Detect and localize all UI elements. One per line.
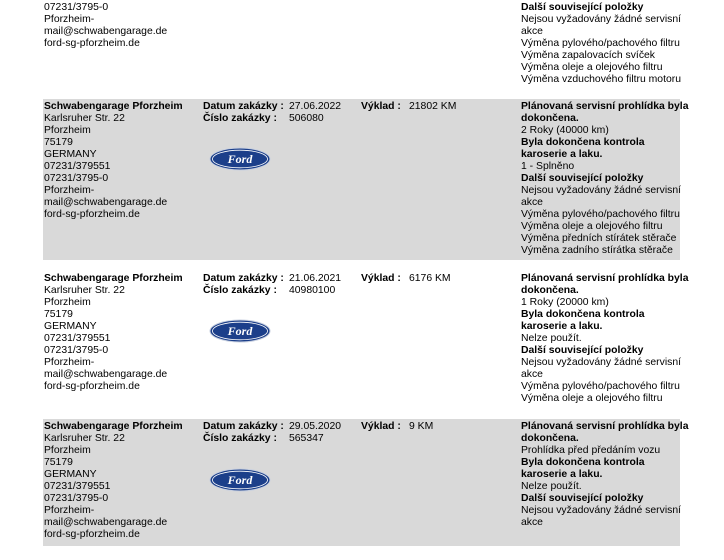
order-date-value: 29.05.2020 xyxy=(289,421,342,432)
order-info xyxy=(203,421,353,445)
detail-line: Výměna pylového/pachového filtru xyxy=(521,209,680,220)
dealer-line: GERMANY xyxy=(44,321,97,332)
detail-line: Nejsou vyžadovány žádné servisní xyxy=(521,505,681,516)
mileage-label: Výklad : xyxy=(361,421,401,432)
detail-line: karoserie a laku. xyxy=(521,149,603,160)
service-details xyxy=(521,421,689,529)
dealer-line: Pforzheim- xyxy=(44,14,95,25)
ford-logo-icon xyxy=(209,319,271,343)
detail-line: karoserie a laku. xyxy=(521,469,603,480)
dealer-line: mail@schwabengarage.de xyxy=(44,517,168,528)
detail-line: karoserie a laku. xyxy=(521,321,603,332)
detail-line: dokončena. xyxy=(521,285,579,296)
detail-line: Další související položky xyxy=(521,2,644,13)
service-details xyxy=(521,101,689,257)
detail-line: Prohlídka před předáním vozu xyxy=(521,445,661,456)
mileage-value: 9 KM xyxy=(409,421,434,432)
ford-logo-icon xyxy=(209,147,271,171)
service-record xyxy=(43,271,689,411)
detail-line: akce xyxy=(521,369,543,380)
dealer-line: ford-sg-pforzheim.de xyxy=(44,381,140,392)
dealer-line: GERMANY xyxy=(44,469,97,480)
dealer-line: Karlsruher Str. 22 xyxy=(44,113,125,124)
detail-line: Výměna vzduchového filtru motoru xyxy=(521,74,681,85)
detail-line: Nejsou vyžadovány žádné servisní xyxy=(521,185,681,196)
order-date-label: Datum zakázky : xyxy=(203,101,284,112)
detail-line: Nelze použít. xyxy=(521,333,582,344)
detail-line: dokončena. xyxy=(521,113,579,124)
dealer-line: Pforzheim- xyxy=(44,505,95,516)
service-details xyxy=(521,273,689,405)
dealer-line: 75179 xyxy=(44,137,73,148)
dealer-info xyxy=(44,101,194,221)
order-number-value: 506080 xyxy=(289,113,324,124)
detail-line: Výměna pylového/pachového filtru xyxy=(521,381,680,392)
dealer-line: 07231/379551 xyxy=(44,481,111,492)
detail-line: akce xyxy=(521,26,543,37)
dealer-line: mail@schwabengarage.de xyxy=(44,197,168,208)
service-record xyxy=(43,419,689,546)
order-date-label: Datum zakázky : xyxy=(203,421,284,432)
detail-line: Byla dokončena kontrola xyxy=(521,457,645,468)
detail-line: Výměna oleje a olejového filtru xyxy=(521,393,663,404)
dealer-line: Pforzheim- xyxy=(44,357,95,368)
record-fragment xyxy=(43,0,680,88)
ford-logo-text: Ford xyxy=(227,473,253,487)
dealer-name: Schwabengarage Pforzheim xyxy=(44,421,183,432)
detail-line: Nejsou vyžadovány žádné servisní xyxy=(521,14,681,25)
dealer-line: ford-sg-pforzheim.de xyxy=(44,38,140,49)
dealer-line: 07231/3795-0 xyxy=(44,173,109,184)
order-date-label: Datum zakázky : xyxy=(203,273,284,284)
ford-logo-text: Ford xyxy=(227,152,253,166)
dealer-line: Pforzheim- xyxy=(44,185,95,196)
dealer-line: mail@schwabengarage.de xyxy=(44,26,168,37)
order-number-value: 40980100 xyxy=(289,285,336,296)
dealer-line: Pforzheim xyxy=(44,125,91,136)
dealer-line: 07231/379551 xyxy=(44,161,111,172)
order-info xyxy=(203,273,353,297)
dealer-info xyxy=(44,421,194,541)
dealer-line: 07231/379551 xyxy=(44,333,111,344)
dealer-line: 07231/3795-0 xyxy=(44,493,109,504)
dealer-line: Karlsruher Str. 22 xyxy=(44,433,125,444)
detail-line: Výměna předních stírátek stěrače xyxy=(521,233,677,244)
service-record xyxy=(43,99,689,260)
mileage-label: Výklad : xyxy=(361,101,401,112)
dealer-line: Pforzheim xyxy=(44,297,91,308)
detail-line: 2 Roky (40000 km) xyxy=(521,125,609,136)
ford-logo-icon xyxy=(209,468,271,492)
dealer-line: 07231/3795-0 xyxy=(44,345,109,356)
order-number-label: Číslo zakázky : xyxy=(203,113,277,124)
detail-line: Plánovaná servisní prohlídka byla xyxy=(521,273,689,284)
order-date-value: 27.06.2022 xyxy=(289,101,342,112)
detail-line: Byla dokončena kontrola xyxy=(521,309,645,320)
detail-line: Nejsou vyžadovány žádné servisní xyxy=(521,357,681,368)
detail-line: Výměna oleje a olejového filtru xyxy=(521,62,663,73)
detail-line: Další související položky xyxy=(521,173,644,184)
dealer-line: Pforzheim xyxy=(44,445,91,456)
dealer-info xyxy=(44,2,194,50)
dealer-line: ford-sg-pforzheim.de xyxy=(44,209,140,220)
mileage-label: Výklad : xyxy=(361,273,401,284)
dealer-line: Karlsruher Str. 22 xyxy=(44,285,125,296)
detail-line: 1 - Splněno xyxy=(521,161,575,172)
dealer-line: mail@schwabengarage.de xyxy=(44,369,168,380)
detail-line: akce xyxy=(521,197,543,208)
dealer-line: 75179 xyxy=(44,309,73,320)
order-info xyxy=(203,101,353,125)
mileage-info xyxy=(361,101,511,113)
service-details xyxy=(521,2,679,86)
mileage-value: 21802 KM xyxy=(409,101,457,112)
dealer-line: ford-sg-pforzheim.de xyxy=(44,529,140,540)
detail-line: dokončena. xyxy=(521,433,579,444)
detail-line: akce xyxy=(521,517,543,528)
order-date-value: 21.06.2021 xyxy=(289,273,342,284)
detail-line: Plánovaná servisní prohlídka byla xyxy=(521,421,689,432)
order-number-value: 565347 xyxy=(289,433,324,444)
mileage-value: 6176 KM xyxy=(409,273,451,284)
detail-line: Výměna zadního stírátka stěrače xyxy=(521,245,673,256)
ford-logo-text: Ford xyxy=(227,324,253,338)
detail-line: 1 Roky (20000 km) xyxy=(521,297,609,308)
dealer-line: GERMANY xyxy=(44,149,97,160)
dealer-line: 75179 xyxy=(44,457,73,468)
order-number-label: Číslo zakázky : xyxy=(203,285,277,296)
order-number-label: Číslo zakázky : xyxy=(203,433,277,444)
dealer-name: Schwabengarage Pforzheim xyxy=(44,101,183,112)
detail-line: Další související položky xyxy=(521,345,644,356)
detail-line: Výměna zapalovacích svíček xyxy=(521,50,655,61)
detail-line: Další související položky xyxy=(521,493,644,504)
detail-line: Byla dokončena kontrola xyxy=(521,137,645,148)
detail-line: Nelze použít. xyxy=(521,481,582,492)
dealer-line: 07231/3795-0 xyxy=(44,2,109,13)
dealer-name: Schwabengarage Pforzheim xyxy=(44,273,183,284)
mileage-info xyxy=(361,273,511,285)
detail-line: Výměna oleje a olejového filtru xyxy=(521,221,663,232)
dealer-info xyxy=(44,273,194,393)
detail-line: Výměna pylového/pachového filtru xyxy=(521,38,680,49)
mileage-info xyxy=(361,421,511,433)
detail-line: Plánovaná servisní prohlídka byla xyxy=(521,101,689,112)
